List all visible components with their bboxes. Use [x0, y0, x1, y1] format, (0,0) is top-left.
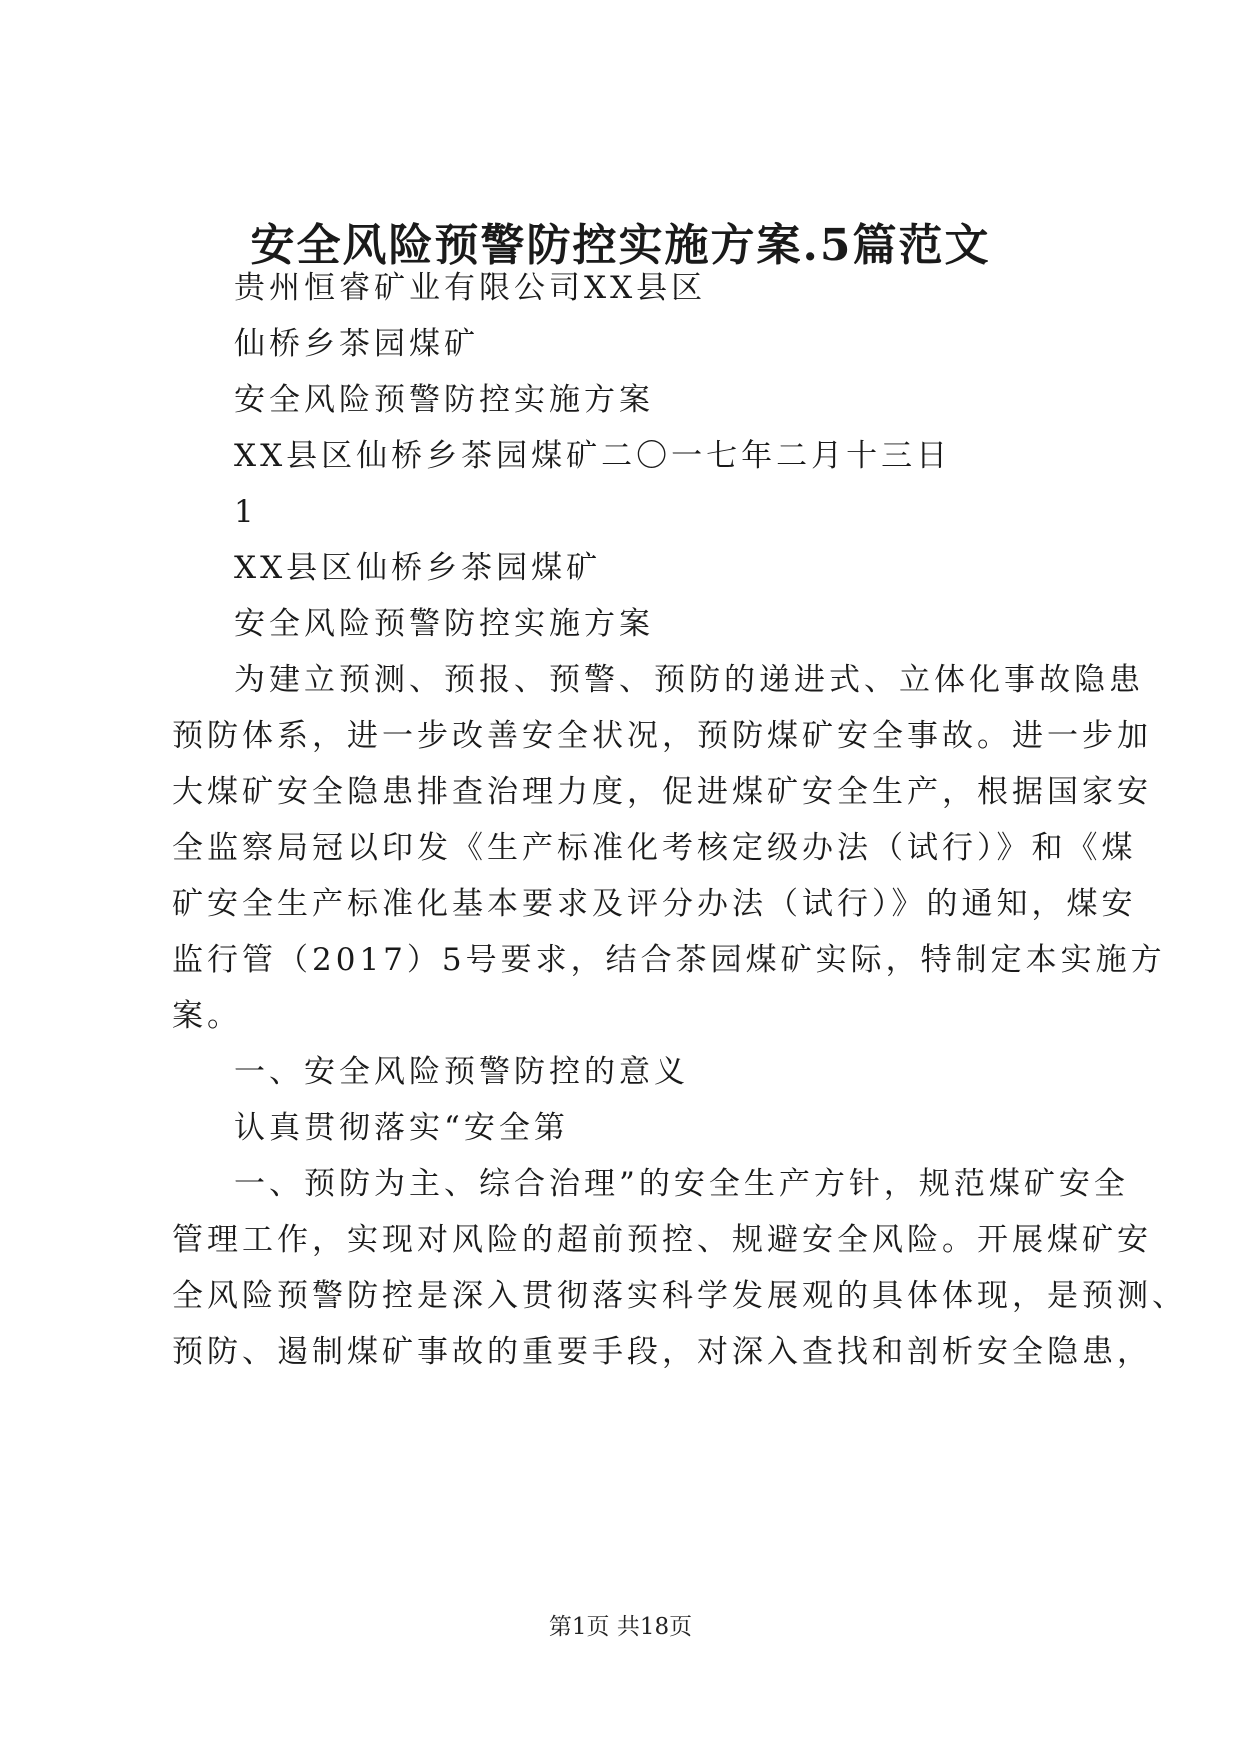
header-line-number: 1	[234, 494, 258, 530]
paragraph1-line: 监行管（2017）5号要求，结合茶园煤矿实际，特制定本实施方	[172, 942, 1166, 978]
header-line-plan-title-2: 安全风险预警防控实施方案	[234, 606, 654, 642]
paragraph1-line: 为建立预测、预报、预警、预防的递进式、立体化事故隐患	[234, 662, 1144, 698]
section1-heading: 一、安全风险预警防控的意义	[234, 1054, 689, 1090]
header-line-mine-2: XX县区仙桥乡茶园煤矿	[234, 550, 602, 586]
document-title: 安全风险预警防控实施方案.5篇范文	[250, 220, 991, 271]
header-line-date: XX县区仙桥乡茶园煤矿二〇一七年二月十三日	[234, 438, 952, 474]
paragraph1-line: 矿安全生产标准化基本要求及评分办法（试行）》的通知，煤安	[172, 886, 1137, 922]
paragraph1-line: 预防体系，进一步改善安全状况，预防煤矿安全事故。进一步加	[172, 718, 1152, 754]
header-line-mine: 仙桥乡茶园煤矿	[234, 326, 479, 362]
header-line-company: 贵州恒睿矿业有限公司XX县区	[234, 270, 707, 306]
paragraph1-line: 全监察局冠以印发《生产标准化考核定级办法（试行）》和《煤	[172, 830, 1137, 866]
paragraph2-line: 预防、遏制煤矿事故的重要手段，对深入查找和剖析安全隐患，	[172, 1334, 1152, 1370]
paragraph2-line: 一、预防为主、综合治理”的安全生产方针，规范煤矿安全	[234, 1166, 1129, 1202]
paragraph2-line: 管理工作，实现对风险的超前预控、规避安全风险。开展煤矿安	[172, 1222, 1152, 1258]
page-footer: 第1页 共18页	[548, 1614, 693, 1640]
paragraph1-line: 大煤矿安全隐患排查治理力度，促进煤矿安全生产，根据国家安	[172, 774, 1152, 810]
paragraph2-line: 全风险预警防控是深入贯彻落实科学发展观的具体体现，是预测、	[172, 1278, 1187, 1314]
section1-line: 认真贯彻落实“安全第	[234, 1110, 569, 1146]
paragraph1-line: 案。	[172, 998, 242, 1034]
header-line-plan-title: 安全风险预警防控实施方案	[234, 382, 654, 418]
